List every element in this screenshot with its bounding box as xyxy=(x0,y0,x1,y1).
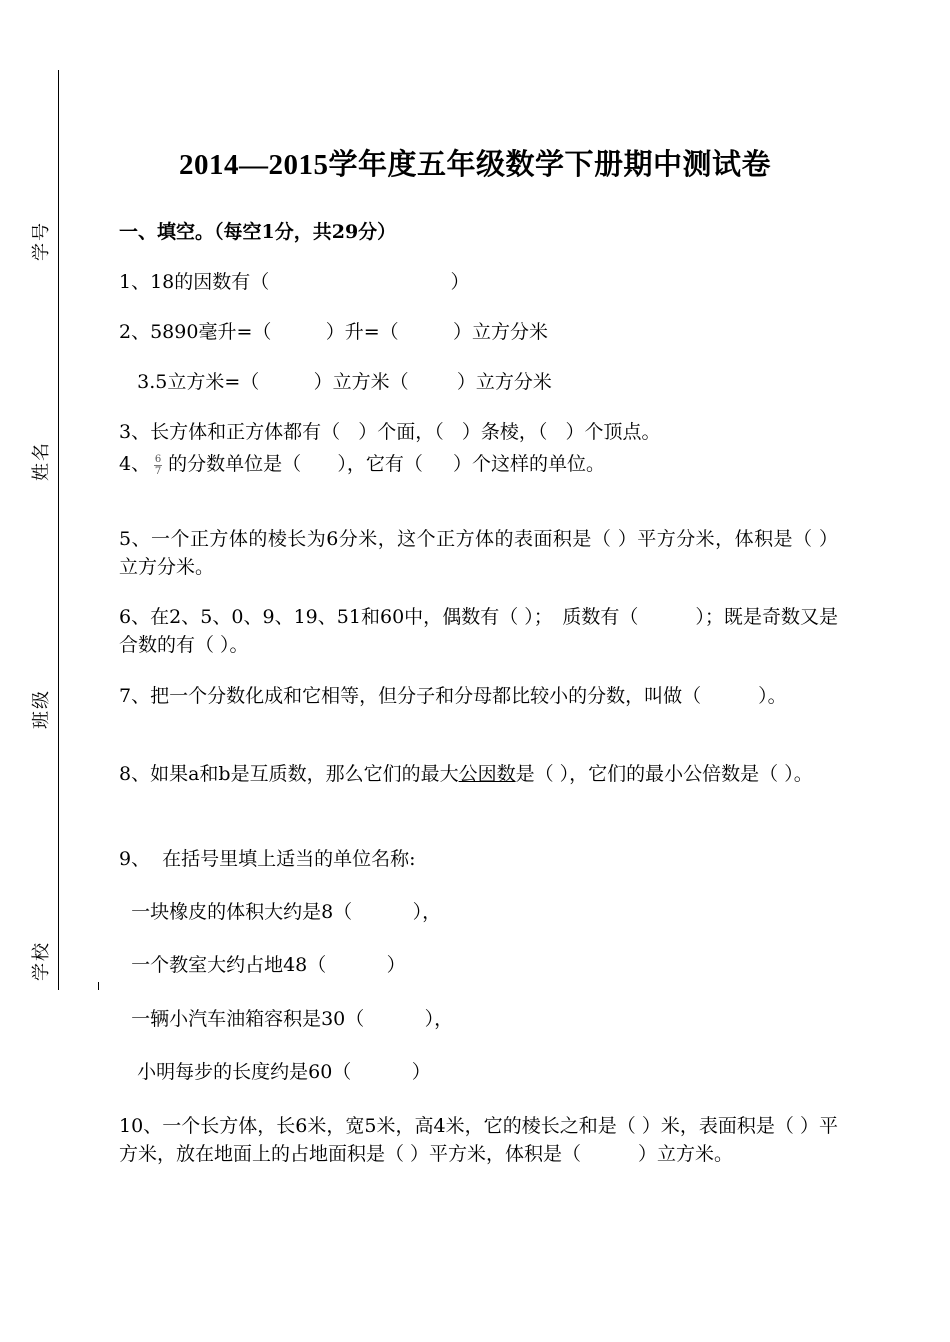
question-9-item-d: 小明每步的长度约是60（ ） xyxy=(119,1061,431,1083)
question-8 xyxy=(119,760,838,788)
question-9-item-c: 一辆小汽车油箱容积是30（ ）， xyxy=(119,1008,454,1030)
question-8-part-1: 8、如果a和b是互质数，那么它们的最大 xyxy=(119,763,459,785)
question-9-item-b: 一个教室大约占地48（ ） xyxy=(119,954,406,976)
question-9: 9、 在括号里填上适当的单位名称: xyxy=(119,848,416,870)
question-9-item-a: 一块橡皮的体积大约是8（ ）， xyxy=(119,901,442,923)
question-10: 10、一个长方体，长6米，宽5米，高4米，它的棱长之和是（ ）米，表面积是（ ）平方米，放在地面上的占地面积是（ ）平方米，体积是（ ）立方米。 xyxy=(119,1115,838,1165)
question-8-underlined-term: 公因数 xyxy=(458,763,516,785)
question-4 xyxy=(119,450,838,478)
question-3: 3、长方体和正方体都有（ ）个面，（ ）条棱，（ ）个顶点。 xyxy=(119,421,661,443)
question-5: 5、一个正方体的棱长为6分米，这个正方体的表面积是（ ）平方分米，体积是（ ）立方分米。 xyxy=(119,528,838,578)
school-label: 学校 xyxy=(31,941,52,981)
exam-title: 2014—2015学年度五年级数学下册期中测试卷 xyxy=(178,149,771,181)
question-4-text: 的分数单位是（ ），它有（ ）个这样的单位。 xyxy=(168,453,606,475)
section-heading: 一、填空。（每空1分，共29分） xyxy=(119,221,397,243)
fraction-numerator: 6 xyxy=(154,453,162,465)
student-id-label: 学号 xyxy=(31,221,52,261)
fraction-six-sevenths xyxy=(154,454,162,477)
binding-margin-line xyxy=(58,70,59,990)
question-2-part-a: 2、5890毫升=（ ）升=（ ）立方分米 xyxy=(119,321,548,343)
question-6: 6、在2、5、0、9、19、51和60中，偶数有（ ）； 质数有（ ）；既是奇数又是合数的有（ ）。 xyxy=(119,606,838,656)
question-8-part-2: 是（ ），它们的最小公倍数是（ ）。 xyxy=(515,763,813,785)
question-4-prefix: 4、 xyxy=(119,453,151,475)
question-1: 1、18的因数有（ ） xyxy=(119,271,470,293)
class-label: 班级 xyxy=(31,689,52,729)
question-7: 7、把一个分数化成和它相等，但分子和分母都比较小的分数，叫做（ ）。 xyxy=(119,685,787,707)
margin-tick-mark xyxy=(98,982,99,990)
fraction-denominator: 7 xyxy=(154,465,162,477)
student-name-label: 姓名 xyxy=(31,441,52,481)
question-2-part-b: 3.5立方米=（ ）立方米（ ）立方分米 xyxy=(119,371,552,393)
